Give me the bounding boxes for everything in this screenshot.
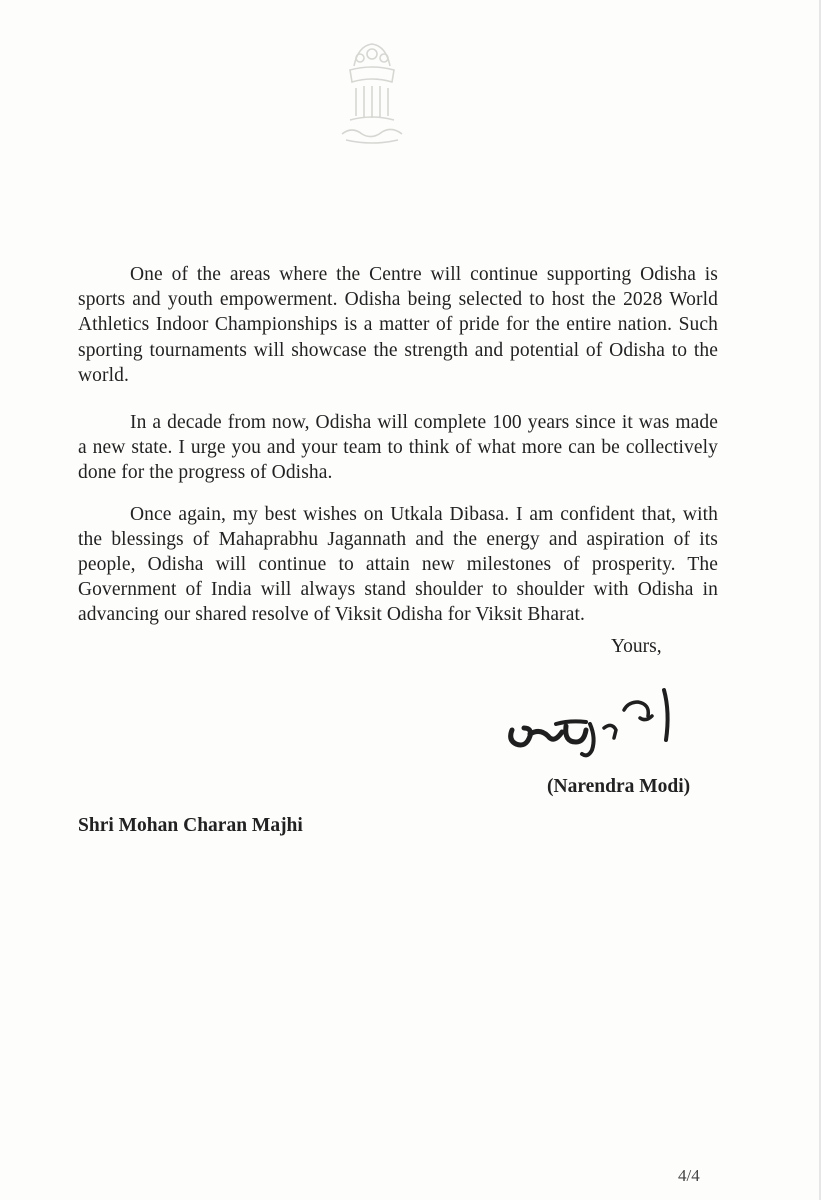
recipient-name: Shri Mohan Charan Majhi — [78, 815, 303, 836]
letter-body — [78, 262, 718, 644]
paragraph: In a decade from now, Odisha will complete 100 years since it was made a new state. I urge you and your team to think of what more can be collectively done for the progress of Odisha. — [78, 412, 718, 484]
sender-name: (Narendra Modi) — [547, 776, 691, 797]
state-emblem-icon — [332, 36, 412, 146]
signature-icon — [500, 672, 690, 772]
paragraph: Once again, my best wishes on Utkala Dibasa. I am confident that, with the blessings of Mahaprabhu Jagannath and the energy and aspiration of its people, Odisha will continue to attain new milestones of prosperity. The Government of India will always stand shoulder to shoulder with Odisha in advancing our shared resolve of Viksit Odisha for Viksit Bharat. — [78, 503, 718, 626]
paragraph: One of the areas where the Centre will continue supporting Odisha is sports and youth empowerment. Odisha being selected to host the 2028 World Athletics Indoor Championships is a matter of pride for the entire nation. Such sporting tournaments will showcase the strength and potential of Odisha to the world. — [78, 264, 718, 386]
page-number: 4/4 — [678, 1166, 700, 1185]
closing: Yours, — [611, 636, 662, 657]
